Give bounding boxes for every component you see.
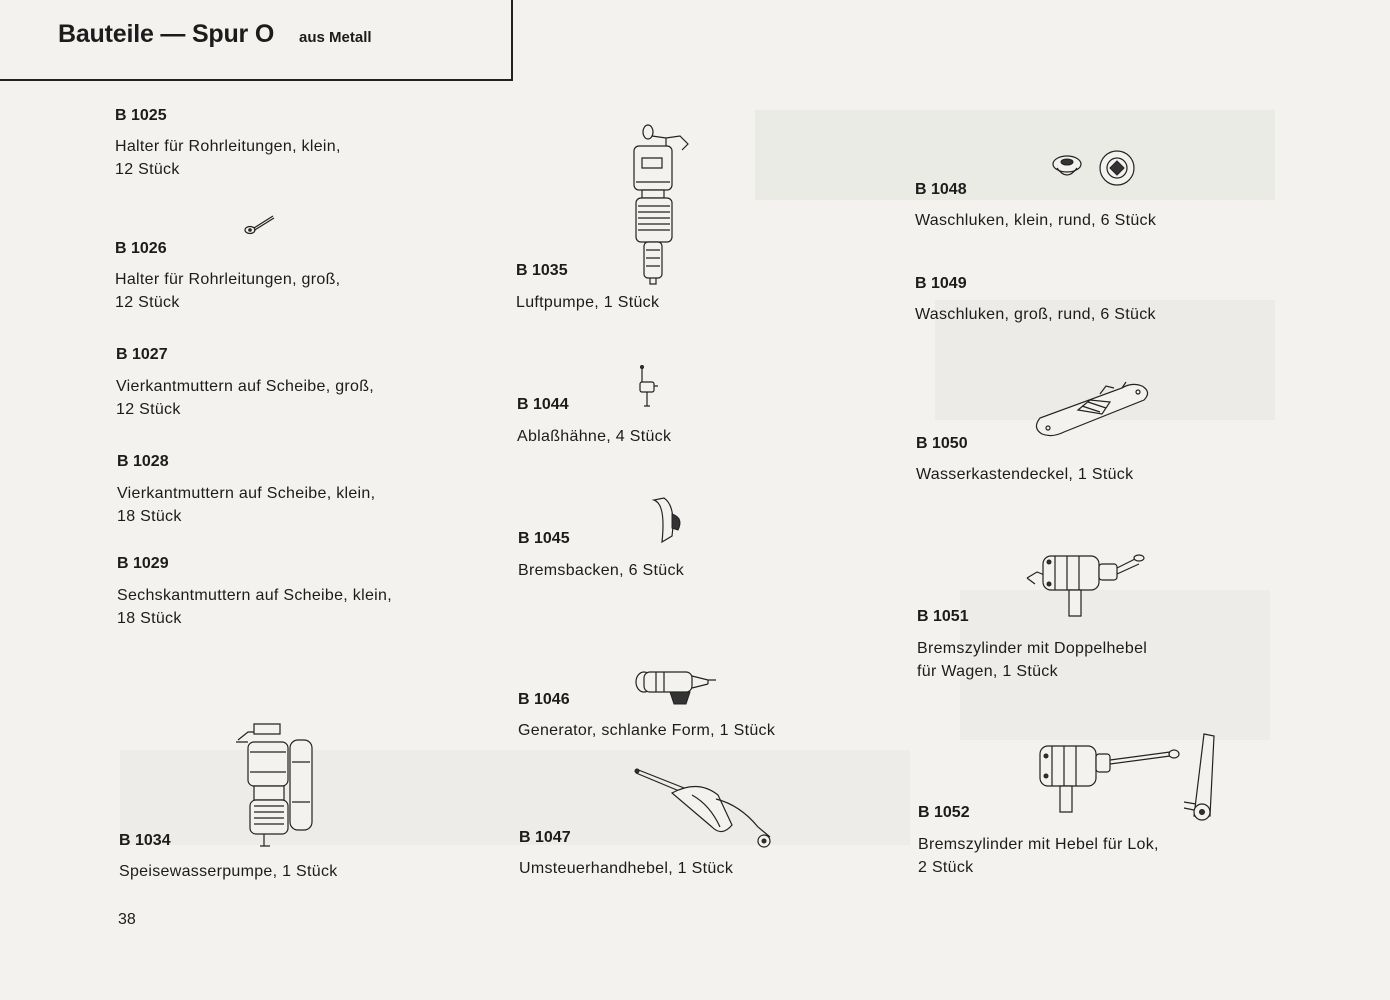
pipe-holder-icon [244, 212, 276, 236]
item-description: Wasserkastendeckel, 1 Stück [916, 466, 1134, 483]
item-code: B 1049 [915, 275, 967, 292]
item-description: Vierkantmuttern auf Scheibe, groß, [116, 378, 375, 395]
item-code: B 1047 [519, 829, 571, 846]
item-description: Halter für Rohrleitungen, klein, [115, 138, 341, 155]
item-description: Luftpumpe, 1 Stück [516, 294, 660, 311]
item-code: B 1051 [917, 608, 969, 625]
item-code: B 1034 [119, 832, 171, 849]
page-title: Bauteile — Spur O [58, 20, 275, 48]
item-description: Bremszylinder mit Hebel für Lok, [918, 836, 1159, 853]
item-description: 12 Stück [116, 401, 181, 418]
item-description: Umsteuerhandhebel, 1 Stück [519, 860, 734, 877]
washout-plug-icon [1049, 148, 1137, 190]
reversing-lever-icon [632, 765, 774, 855]
item-code: B 1045 [518, 530, 570, 547]
item-description: Speisewasserpumpe, 1 Stück [119, 863, 338, 880]
item-description: Ablaßhähne, 4 Stück [517, 428, 672, 445]
brake-cylinder-double-lever-icon [1025, 542, 1145, 618]
brake-shoe-icon [648, 496, 686, 544]
generator-icon [634, 664, 718, 706]
drain-valve-icon [636, 364, 660, 410]
item-code: B 1050 [916, 435, 968, 452]
item-description: für Wagen, 1 Stück [917, 663, 1058, 680]
item-description: Bremsbacken, 6 Stück [518, 562, 685, 579]
item-description: 12 Stück [115, 294, 180, 311]
item-description: Bremszylinder mit Doppelhebel [917, 640, 1148, 657]
item-code: B 1028 [117, 453, 169, 470]
item-code: B 1048 [915, 181, 967, 198]
item-code: B 1027 [116, 346, 168, 363]
item-description: 18 Stück [117, 610, 182, 627]
feed-water-pump-icon [234, 722, 318, 852]
page-subtitle: aus Metall [299, 29, 372, 46]
item-code: B 1029 [117, 555, 169, 572]
item-description: 2 Stück [918, 859, 974, 876]
item-description: 18 Stück [117, 508, 182, 525]
item-description: Vierkantmuttern auf Scheibe, klein, [117, 485, 376, 502]
item-description: Halter für Rohrleitungen, groß, [115, 271, 341, 288]
page-number: 38 [118, 911, 136, 928]
brake-cylinder-lever-icon [1034, 732, 1230, 828]
item-description: Generator, schlanke Form, 1 Stück [518, 722, 776, 739]
water-tank-cover-icon [1030, 378, 1152, 440]
air-pump-icon [628, 122, 700, 286]
item-description: 12 Stück [115, 161, 180, 178]
item-code: B 1035 [516, 262, 568, 279]
item-description: Sechskantmuttern auf Scheibe, klein, [117, 587, 392, 604]
item-code: B 1044 [517, 396, 569, 413]
item-description: Waschluken, groß, rund, 6 Stück [915, 306, 1156, 323]
item-code: B 1025 [115, 107, 167, 124]
item-code: B 1052 [918, 804, 970, 821]
item-code: B 1046 [518, 691, 570, 708]
item-code: B 1026 [115, 240, 167, 257]
item-description: Waschluken, klein, rund, 6 Stück [915, 212, 1157, 229]
